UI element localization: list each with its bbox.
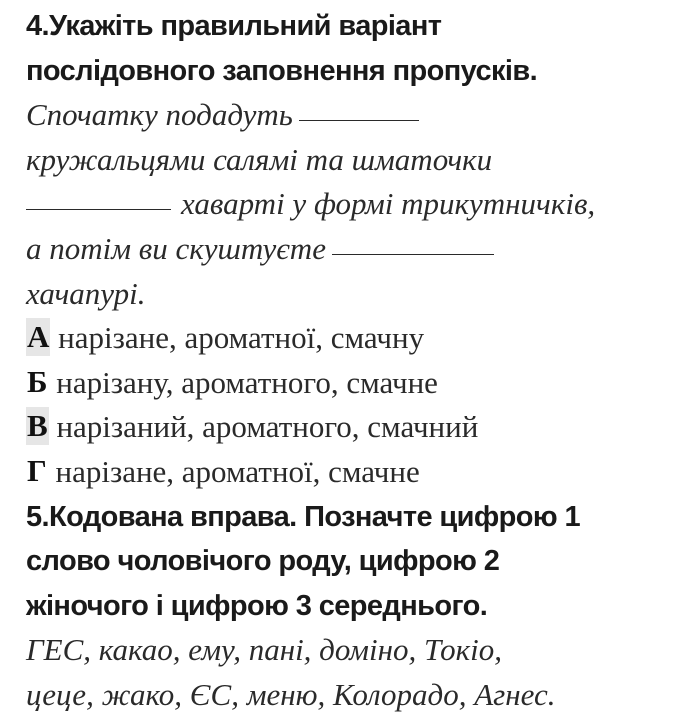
option-v	[26, 405, 686, 450]
option-text: нарізану, ароматного, смачне	[56, 364, 438, 400]
option-text: нарізаний, ароматного, смачний	[56, 409, 479, 445]
exercise-page	[26, 4, 686, 718]
option-text: нарізане, ароматної, смачне	[55, 453, 420, 489]
task5-heading-line3: жіночого і цифрою 3 середнього.	[26, 589, 488, 622]
task4-text-fragment: кружальцями салямі та шматочки	[26, 141, 493, 177]
task4-text-line1	[26, 93, 686, 138]
task4-text-line3	[26, 182, 686, 227]
blank-2	[26, 183, 171, 210]
option-letter: Г	[27, 452, 47, 488]
task4-text-fragment: хачапурі.	[26, 275, 146, 311]
task4-text-line2	[26, 138, 686, 183]
blank-3	[332, 228, 494, 255]
option-b	[26, 361, 686, 406]
option-a	[26, 316, 686, 361]
task4-text-line5	[26, 272, 686, 317]
task5-words-line2: цеце, жако, ЄС, меню, Колорадо, Агнес.	[26, 676, 556, 712]
option-text: нарізане, ароматної, смачну	[58, 320, 425, 356]
task4-heading-line2: послідовного заповнення пропусків.	[26, 54, 538, 87]
task4-heading-line1: 4.Укажіть правильний варіант	[26, 10, 442, 42]
task5-heading-line2: слово чоловічого роду, цифрою 2	[26, 545, 500, 578]
task5-heading-line1: 5.Кодована вправа. Позначте цифрою 1	[26, 500, 581, 533]
option-letter: Б	[27, 363, 48, 399]
task4-text-fragment: а потім ви скуштуєте	[26, 230, 326, 266]
task4-text-fragment: Спочатку подадуть	[26, 97, 293, 133]
option-letter: В	[27, 408, 48, 444]
blank-1	[299, 94, 419, 121]
task4-text-fragment: хаварті у формі трикутничків,	[181, 186, 596, 222]
task5-words-line1: ГЕС, какао, ему, пані, доміно, Токіо,	[26, 632, 502, 668]
option-letter: А	[27, 319, 50, 355]
task4-text-line4	[26, 227, 686, 272]
option-h	[26, 450, 686, 495]
